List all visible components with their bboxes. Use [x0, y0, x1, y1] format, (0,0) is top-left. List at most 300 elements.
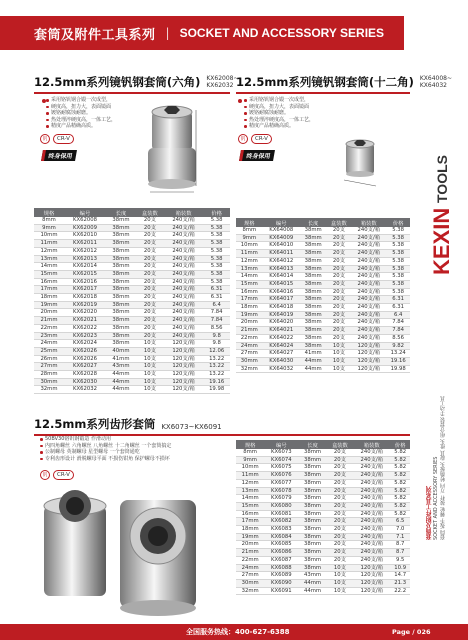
section1-codes — [206, 75, 238, 92]
table-cell: 5.38 — [386, 242, 410, 250]
table-cell: 18mm — [34, 294, 64, 302]
table-row — [236, 487, 410, 495]
table-cell: 24mm — [236, 564, 264, 572]
table-cell: KX64013 — [263, 265, 300, 273]
table-cell: 20支 — [326, 319, 351, 327]
table-cell: 38mm — [106, 255, 136, 263]
table-cell: 5.38 — [203, 247, 230, 255]
table-cell: 16mm — [34, 278, 64, 286]
table-cell: 10支 — [136, 355, 164, 363]
table-cell: 38mm — [106, 317, 136, 325]
table-row — [34, 309, 230, 317]
table-cell: 240支/箱 — [164, 270, 203, 278]
table-cell: 20支 — [327, 556, 353, 564]
table-cell: 41mm — [300, 350, 327, 358]
table-cell: KX62019 — [64, 301, 106, 309]
material-label: CR-V — [53, 470, 74, 480]
table-cell: 20支 — [326, 227, 351, 234]
table-cell: 120支/箱 — [164, 340, 203, 348]
table-cell: KX64032 — [263, 365, 300, 373]
table-row — [236, 342, 410, 350]
table-cell: 6.4 — [203, 301, 230, 309]
table-cell: 8mm — [34, 217, 64, 224]
feature-item: 硬度高，扭力大，表面镜面 — [46, 104, 128, 111]
table-cell: 20支 — [136, 232, 164, 240]
table-cell: 20支 — [326, 242, 351, 250]
table-cell: KX62020 — [64, 309, 106, 317]
table-cell: 40mm — [106, 347, 136, 355]
table-cell: KX6076 — [264, 472, 298, 480]
table-cell: 12mm — [34, 247, 64, 255]
table-cell: 20支 — [326, 334, 351, 342]
table-cell: 240支/箱 — [351, 296, 386, 304]
table-cell: KX6086 — [264, 549, 298, 557]
table-cell: 18mm — [236, 526, 264, 534]
feature-item: 专利齿形设计 滑脱螺母平面 不损伤钳角 保护螺母不损坏 — [40, 456, 210, 463]
table-cell: 240支/箱 — [164, 263, 203, 271]
spline-socket-image — [40, 486, 220, 622]
table-row — [236, 587, 410, 595]
table-cell: 14mm — [236, 495, 264, 503]
table-cell: 20支 — [136, 309, 164, 317]
table-cell: 20支 — [327, 549, 353, 557]
table-cell: 20支 — [326, 296, 351, 304]
table-cell: 20支 — [326, 280, 351, 288]
table-cell: 12mm — [236, 257, 263, 265]
col-spec: 规格 — [236, 218, 263, 227]
table-cell: 20支 — [326, 273, 351, 281]
table-row — [34, 294, 230, 302]
table-row — [236, 449, 410, 456]
table-cell: 120支/箱 — [353, 572, 390, 580]
table-cell: 30mm — [236, 579, 264, 587]
table-header-row — [236, 218, 410, 227]
table-cell: KX6075 — [264, 464, 298, 472]
table-cell: 240支/箱 — [353, 526, 390, 534]
table-cell: 38mm — [298, 526, 326, 534]
section3-material — [40, 470, 74, 480]
table-cell: 38mm — [106, 340, 136, 348]
table-cell: 38mm — [298, 472, 326, 480]
table-cell: 6.4 — [386, 311, 410, 319]
material-label: CR-V — [251, 134, 272, 144]
table-cell: 14mm — [34, 263, 64, 271]
table-cell: 44mm — [106, 378, 136, 386]
table-cell: 38mm — [298, 487, 326, 495]
table-cell: 8.56 — [203, 324, 230, 332]
table-row — [236, 564, 410, 572]
table-row — [236, 456, 410, 464]
table-cell: 9mm — [236, 234, 263, 242]
table-cell: 38mm — [106, 247, 136, 255]
table-cell: 38mm — [106, 224, 136, 232]
table-cell: 20支 — [136, 301, 164, 309]
section1-title: 12.5mm系列镜钒钢套筒(六角) — [34, 75, 201, 89]
table-cell: 10支 — [326, 357, 351, 365]
table-row — [236, 280, 410, 288]
table-cell: 11mm — [236, 250, 263, 258]
table-cell: 240支/箱 — [353, 533, 390, 541]
table-cell: 20支 — [327, 479, 353, 487]
material-label: CR-V — [53, 134, 74, 144]
table-cell: 5.82 — [390, 510, 410, 518]
table-cell: KX6078 — [264, 487, 298, 495]
table-row — [236, 502, 410, 510]
table-cell: 20支 — [327, 518, 353, 526]
table-row — [236, 526, 410, 534]
table-cell: 120支/箱 — [353, 579, 390, 587]
brand-tools: TOOLS — [434, 155, 450, 204]
table-cell: KX64011 — [263, 250, 300, 258]
table-cell: 20支 — [136, 270, 164, 278]
table-cell: KX64012 — [263, 257, 300, 265]
side-title-en: SOCKET AND ACCESSORY SERIES — [433, 456, 439, 540]
table-cell: 9mm — [34, 224, 64, 232]
table-row — [236, 257, 410, 265]
table-row — [236, 510, 410, 518]
table-cell: 7.84 — [203, 309, 230, 317]
feature-item: 硬度高，扭力大，表面镜面 — [244, 104, 326, 111]
col-price: 价格 — [386, 218, 410, 227]
table-cell: 21mm — [236, 327, 263, 335]
table-cell: 20支 — [136, 332, 164, 340]
table-cell: 240支/箱 — [351, 242, 386, 250]
table-cell: 20支 — [136, 247, 164, 255]
section1-title-bar — [34, 72, 239, 94]
table-row — [34, 355, 230, 363]
section1-warranty-badge: 终身保用 — [41, 150, 77, 161]
table-cell: 120支/箱 — [164, 363, 203, 371]
table-cell: 30mm — [236, 357, 263, 365]
table-cell: 38mm — [300, 257, 327, 265]
table-cell: KX62032 — [64, 386, 106, 394]
table-cell: 24mm — [236, 342, 263, 350]
table-cell: 10支 — [136, 347, 164, 355]
table-cell: 20mm — [34, 309, 64, 317]
table-row — [236, 556, 410, 564]
table-cell: KX64014 — [263, 273, 300, 281]
table-cell: 15mm — [236, 502, 264, 510]
table-cell: 7.1 — [390, 533, 410, 541]
table-row — [236, 365, 410, 373]
table-cell: 38mm — [300, 273, 327, 281]
table-cell: KX64017 — [263, 296, 300, 304]
hex-socket-image — [130, 100, 230, 200]
table-cell: 240支/箱 — [351, 234, 386, 242]
table-cell: 5.38 — [203, 255, 230, 263]
table-cell: 25mm — [34, 347, 64, 355]
table-cell: 240支/箱 — [351, 327, 386, 335]
table-cell: 38mm — [298, 518, 326, 526]
section2-spec-table — [236, 218, 410, 373]
table-cell: 240支/箱 — [164, 232, 203, 240]
table-cell: KX6090 — [264, 579, 298, 587]
section2-features — [244, 97, 326, 130]
side-description: 套筒 扳手 棘轮 接杆 万向 转换接头 旋具 批头 组合套装 手动工具 — [440, 395, 446, 540]
table-row — [34, 371, 230, 379]
table-cell: 38mm — [300, 296, 327, 304]
table-row — [34, 278, 230, 286]
table-cell: 9.8 — [203, 332, 230, 340]
table-cell: 5.38 — [386, 257, 410, 265]
section1-material — [40, 134, 74, 144]
table-cell: 10支 — [326, 350, 351, 358]
table-cell: 240支/箱 — [353, 464, 390, 472]
col-case: 箱装数 — [164, 208, 203, 217]
table-row — [34, 240, 230, 248]
table-cell: 6.31 — [203, 286, 230, 294]
table-cell: 32mm — [34, 386, 64, 394]
table-cell: KX64015 — [263, 280, 300, 288]
table-cell: KX62014 — [64, 263, 106, 271]
table-row — [34, 270, 230, 278]
table-cell: KX62017 — [64, 286, 106, 294]
table-cell: 38mm — [300, 265, 327, 273]
table-cell: 240支/箱 — [351, 288, 386, 296]
col-spec: 规格 — [34, 208, 64, 217]
table-cell: 240支/箱 — [164, 286, 203, 294]
table-cell: 8mm — [236, 449, 264, 456]
table-cell: 21.3 — [390, 579, 410, 587]
table-cell: 120支/箱 — [164, 378, 203, 386]
table-cell: 10支 — [326, 365, 351, 373]
col-code: 编号 — [264, 440, 298, 449]
feature-item: 精度产品精确高质。 — [244, 123, 326, 130]
table-cell: 32mm — [236, 587, 264, 595]
table-header-row — [236, 440, 410, 449]
table-row — [236, 495, 410, 503]
side-title-cn: 套筒及附件工具系列 — [426, 486, 433, 540]
table-cell: 20mm — [236, 541, 264, 549]
table-row — [236, 579, 410, 587]
table-cell: 20支 — [327, 510, 353, 518]
table-cell: 19.98 — [203, 386, 230, 394]
table-row — [236, 265, 410, 273]
table-cell: 240支/箱 — [351, 319, 386, 327]
table-cell: 120支/箱 — [353, 564, 390, 572]
table-row — [236, 533, 410, 541]
feature-item: 镀铬耐腐蚀耐磨。 — [244, 110, 326, 117]
feature-item: 精度产品精确高质。 — [46, 123, 128, 130]
table-cell: 13mm — [236, 265, 263, 273]
table-cell: 20支 — [327, 495, 353, 503]
table-cell: 38mm — [298, 502, 326, 510]
table-cell: 27mm — [236, 350, 263, 358]
table-row — [236, 319, 410, 327]
table-cell: 5.82 — [390, 479, 410, 487]
table-cell: 7.84 — [386, 319, 410, 327]
col-length: 长度 — [300, 218, 327, 227]
table-cell: 44mm — [300, 365, 327, 373]
table-row — [236, 479, 410, 487]
table-cell: 9.8 — [203, 340, 230, 348]
table-cell: KX6082 — [264, 518, 298, 526]
table-row — [236, 357, 410, 365]
table-cell: KX62016 — [64, 278, 106, 286]
table-row — [34, 332, 230, 340]
table-row — [236, 327, 410, 335]
table-row — [236, 296, 410, 304]
table-cell: 20支 — [136, 263, 164, 271]
table-cell: 38mm — [106, 217, 136, 224]
table-cell: 38mm — [300, 227, 327, 234]
section2-material — [238, 134, 272, 144]
table-cell: 20支 — [136, 317, 164, 325]
section3-features — [40, 436, 210, 462]
table-cell: KX6074 — [264, 456, 298, 464]
table-row — [34, 255, 230, 263]
table-row — [34, 247, 230, 255]
section1-code-bottom: KX62032 — [206, 82, 234, 89]
table-cell: 13.22 — [203, 371, 230, 379]
table-cell: KX62009 — [64, 224, 106, 232]
table-cell: 16mm — [236, 288, 263, 296]
table-cell: 38mm — [300, 319, 327, 327]
table-row — [34, 324, 230, 332]
table-cell: 240支/箱 — [351, 257, 386, 265]
table-cell: 6.5 — [390, 518, 410, 526]
section3-title: 12.5mm系列齿形套筒 — [34, 417, 156, 431]
table-header-row — [34, 208, 230, 217]
section2-code-top: KX64008~ — [419, 75, 453, 82]
table-cell: 240支/箱 — [351, 250, 386, 258]
table-cell: 240支/箱 — [164, 278, 203, 286]
table-cell: 13.24 — [386, 350, 410, 358]
table-cell: KX64010 — [263, 242, 300, 250]
table-cell: KX62030 — [64, 378, 106, 386]
table-cell: 20支 — [136, 278, 164, 286]
table-cell: 120支/箱 — [351, 365, 386, 373]
table-cell: 8mm — [236, 227, 263, 234]
table-cell: 5.38 — [203, 278, 230, 286]
crv-icon: 钒 — [40, 470, 50, 480]
table-cell: KX62015 — [64, 270, 106, 278]
crv-icon: 钒 — [40, 134, 50, 144]
table-row — [236, 472, 410, 480]
table-cell: 6.31 — [203, 294, 230, 302]
feature-item: 内四角螺丝 六角螺丝 八角螺丝 十二角螺丝 一个套筒搞定 — [40, 443, 210, 450]
table-cell: 18mm — [236, 304, 263, 312]
table-row — [236, 541, 410, 549]
table-cell: 38mm — [298, 479, 326, 487]
table-row — [34, 286, 230, 294]
table-cell: KX64030 — [263, 357, 300, 365]
table-cell: 240支/箱 — [164, 324, 203, 332]
table-cell: KX6081 — [264, 510, 298, 518]
table-row — [236, 273, 410, 281]
table-cell: 38mm — [106, 324, 136, 332]
table-cell: 19.16 — [203, 378, 230, 386]
table-cell: 38mm — [298, 556, 326, 564]
table-cell: KX6089 — [264, 572, 298, 580]
table-row — [34, 301, 230, 309]
table-cell: 10mm — [34, 232, 64, 240]
feature-item: 公制螺母 英制螺母 星型螺母 一个套筒通吃 — [40, 449, 210, 456]
table-row — [34, 386, 230, 394]
section2-bullet-icon — [238, 99, 242, 103]
table-row — [34, 263, 230, 271]
table-row — [34, 232, 230, 240]
table-cell: 5.82 — [390, 502, 410, 510]
table-cell: 19mm — [236, 533, 264, 541]
table-cell: 5.38 — [386, 280, 410, 288]
table-cell: 10支 — [327, 579, 353, 587]
table-cell: 5.38 — [386, 234, 410, 242]
table-cell: 38mm — [300, 334, 327, 342]
table-cell: KX6087 — [264, 556, 298, 564]
col-box: 盒装数 — [327, 440, 353, 449]
table-cell: 10支 — [136, 363, 164, 371]
table-row — [34, 378, 230, 386]
col-box: 盒装数 — [326, 218, 351, 227]
twelve-point-socket-image — [330, 130, 410, 190]
col-spec: 规格 — [236, 440, 264, 449]
table-cell: 20支 — [136, 294, 164, 302]
table-cell: 8.56 — [386, 334, 410, 342]
table-row — [236, 549, 410, 557]
table-cell: 19.98 — [386, 365, 410, 373]
table-row — [34, 224, 230, 232]
table-cell: 5.38 — [386, 288, 410, 296]
table-cell: 27mm — [236, 572, 264, 580]
table-cell: 240支/箱 — [351, 227, 386, 234]
feature-item: 热处理淬硬度高，一体工艺， — [244, 117, 326, 124]
table-cell: 240支/箱 — [164, 240, 203, 248]
table-cell: KX62026 — [64, 347, 106, 355]
table-cell: 44mm — [298, 579, 326, 587]
table-cell: 38mm — [300, 288, 327, 296]
section2-title-bar — [236, 72, 453, 94]
table-cell: 38mm — [298, 549, 326, 557]
table-cell: 240支/箱 — [353, 556, 390, 564]
table-cell: 12.06 — [203, 347, 230, 355]
table-cell: 240支/箱 — [351, 311, 386, 319]
table-cell: 20支 — [327, 487, 353, 495]
col-box: 盒装数 — [136, 208, 164, 217]
table-cell: 6.31 — [386, 304, 410, 312]
table-cell: 44mm — [106, 386, 136, 394]
table-row — [34, 363, 230, 371]
table-cell: 22mm — [236, 334, 263, 342]
table-cell: 5.82 — [390, 456, 410, 464]
table-cell: 120支/箱 — [351, 357, 386, 365]
table-cell: 13mm — [34, 255, 64, 263]
table-cell: KX62008 — [64, 217, 106, 224]
table-cell: 240支/箱 — [353, 549, 390, 557]
table-cell: 10支 — [327, 564, 353, 572]
section1-features — [46, 97, 128, 130]
table-cell: 10.9 — [390, 564, 410, 572]
table-row — [236, 350, 410, 358]
section1-code-top: KX62008~ — [206, 75, 239, 82]
table-row — [34, 347, 230, 355]
table-cell: 12mm — [236, 479, 264, 487]
table-row — [34, 317, 230, 325]
table-cell: 5.38 — [386, 265, 410, 273]
table-cell: 10支 — [327, 572, 353, 580]
table-cell: 10mm — [236, 464, 264, 472]
header-divider: | — [165, 26, 170, 40]
section2-title: 12.5mm系列镜钒钢套筒(十二角) — [236, 75, 414, 89]
table-cell: 13mm — [236, 487, 264, 495]
table-cell: 30mm — [34, 378, 64, 386]
table-cell: 20支 — [136, 324, 164, 332]
table-cell: KX62021 — [64, 317, 106, 325]
col-case: 箱装数 — [353, 440, 390, 449]
table-cell: 20支 — [327, 541, 353, 549]
table-cell: 5.82 — [390, 487, 410, 495]
table-cell: 240支/箱 — [164, 217, 203, 224]
